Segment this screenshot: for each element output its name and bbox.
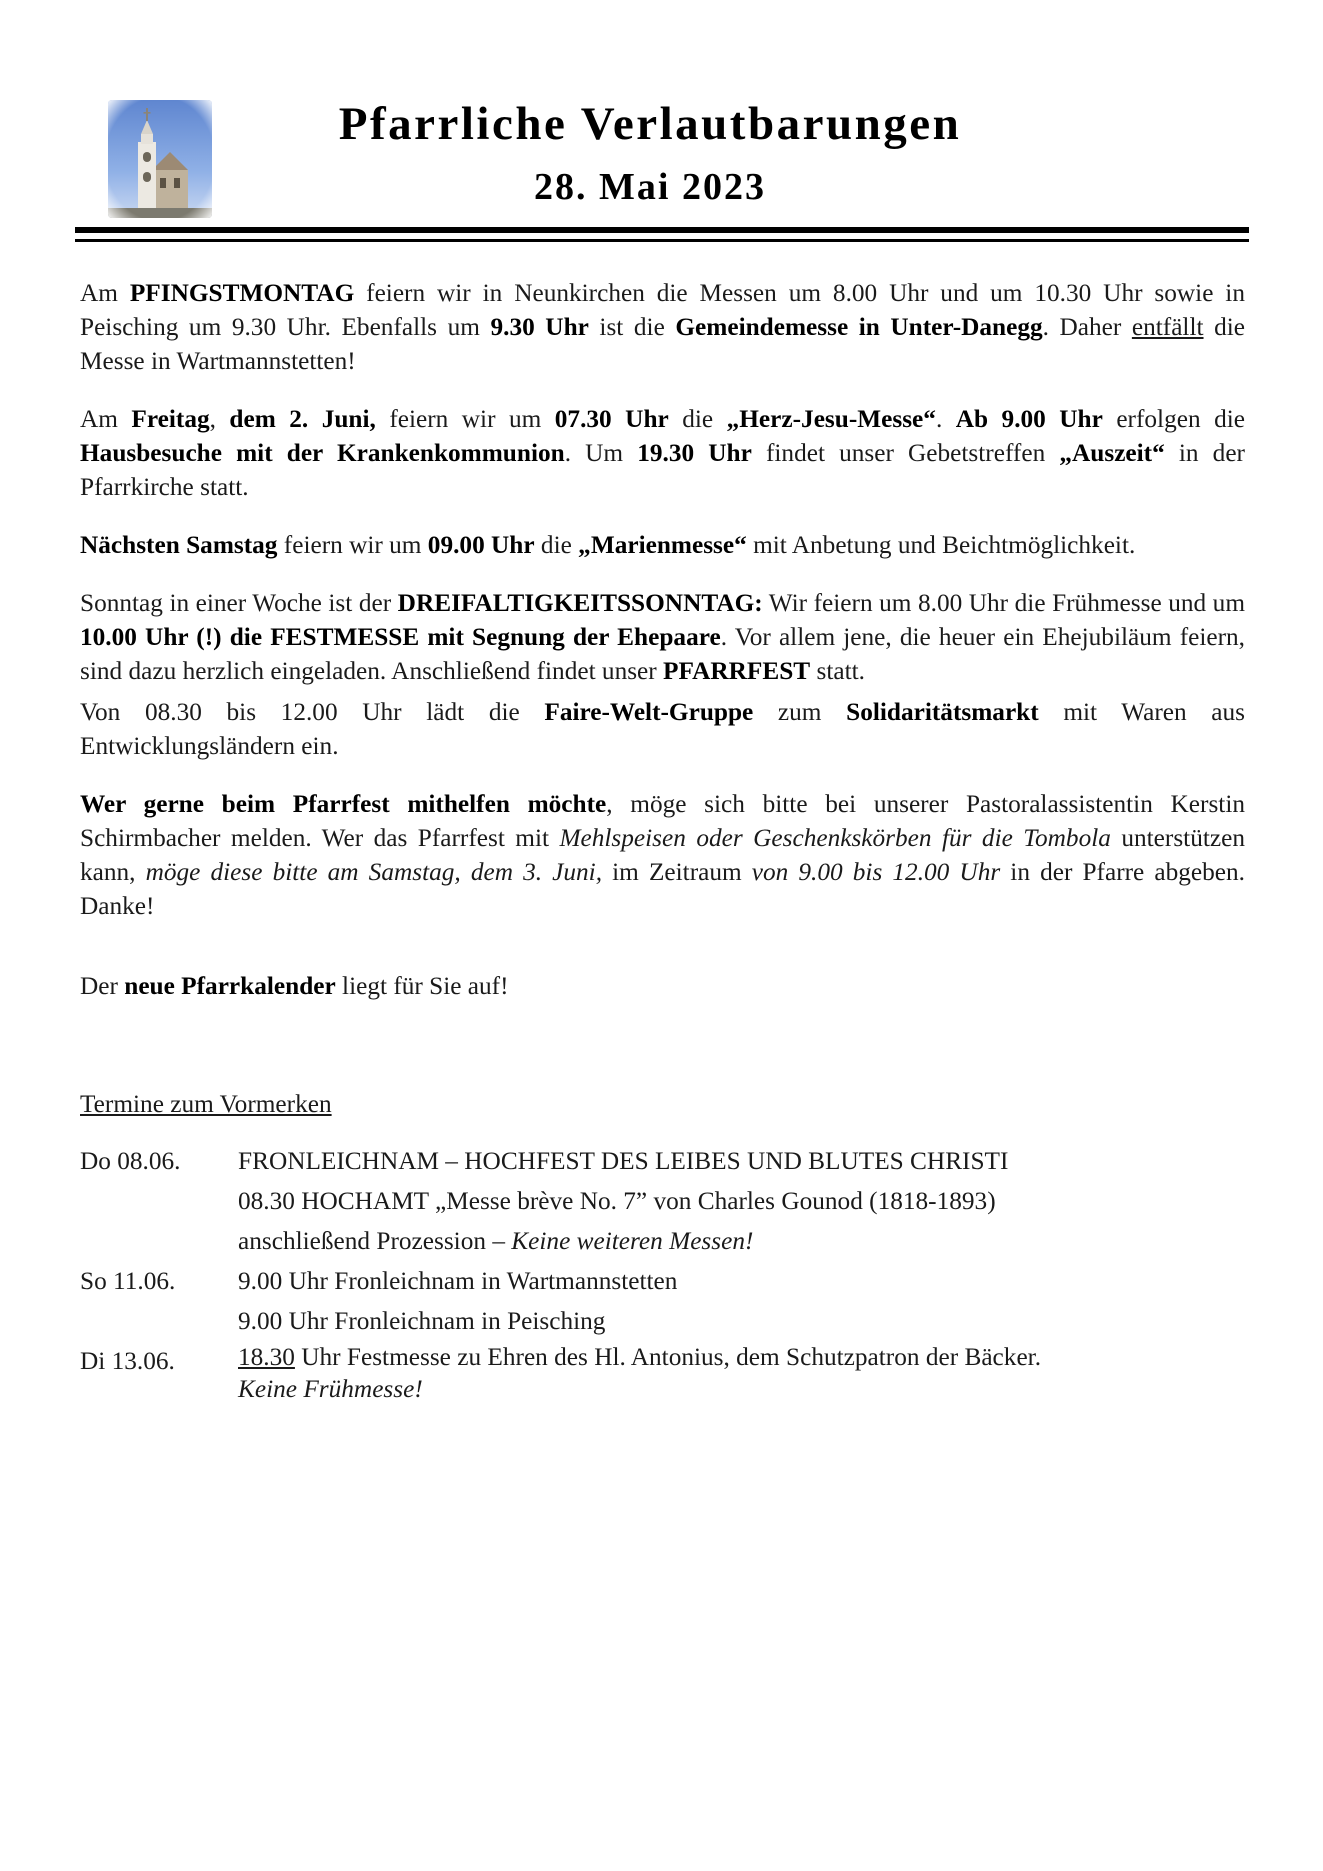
termin-date: Do 08.06. [80,1147,181,1175]
termin-line: 18.30 Uhr Festmesse zu Ehren des Hl. Antonius, dem Schutzpatron der Bäcker. [238,1343,1042,1371]
termin-line: 08.30 HOCHAMT „Messe brève No. 7” von Charles Gounod (1818-1893) [238,1187,996,1215]
termin-date: Di 13.06. [80,1347,175,1375]
termine-list [80,1141,1245,1405]
page-title: Pfarrliche Verlautbarungen [338,98,962,150]
paragraph-dreifaltigkeitssonntag: Sonntag in einer Woche ist der DREIFALTIGKEITSSONNTAG: Wir feiern um 8.00 Uhr die Frühmesse und um 10.00 Uhr (!) die FESTMESSE mit Segnung der Ehepaare. Vor allem jene, die heuer ein Ehejubiläum feiern, sind dazu herzlich eingeladen. Anschließend findet unser PFARRFEST statt. [80,589,1246,685]
termine-heading: Termine zum Vormerken [80,1090,332,1118]
termin-line: 9.00 Uhr Fronleichnam in Peisching [238,1307,606,1335]
church-tower-icon [108,100,212,218]
paragraph-pfingstmontag: Am PFINGSTMONTAG feiern wir in Neunkirchen die Messen um 8.00 Uhr und um 10.30 Uhr sowie in Peisching um 9.30 Uhr. Ebenfalls um 9.30 Uhr ist die Gemeindemesse in Unter-Danegg. Daher entfällt die Messe in Wartmannstetten! [80,279,1245,375]
header-rule-thin [75,239,1249,242]
paragraph-samstag: Nächsten Samstag feiern wir um 09.00 Uhr die „Marienmesse“ mit Anbetung und Beichtmöglichkeit. [80,531,1136,559]
header-rule-thick [75,227,1249,233]
publication-date: 28. Mai 2023 [534,166,766,208]
termin-row [80,1341,1245,1405]
termin-line: 9.00 Uhr Fronleichnam in Wartmannstetten [238,1267,678,1295]
paragraph-pfarrkalender: Der neue Pfarrkalender liegt für Sie auf! [80,972,509,1000]
termin-line: anschließend Prozession – Keine weiteren Messen! [238,1227,754,1255]
paragraph-solidaritaetsmarkt: Von 08.30 bis 12.00 Uhr lädt die Faire-Welt-Gruppe zum Solidaritätsmarkt mit Waren aus Entwicklungsländern ein. [80,698,1245,760]
paragraph-freitag: Am Freitag, dem 2. Juni, feiern wir um 07.30 Uhr die „Herz-Jesu-Messe“. Ab 9.00 Uhr erfolgen die Hausbesuche mit der Krankenkommunion. Um 19.30 Uhr findet unser Gebetstreffen „Auszeit“ in der Pfarrkirche statt. [80,405,1245,501]
termin-date: So 11.06. [80,1267,176,1295]
termin-line: Keine Frühmesse! [238,1375,423,1403]
termin-row [80,1141,1245,1261]
paragraph-pfarrfest-helfer: Wer gerne beim Pfarrfest mithelfen möchte, möge sich bitte bei unserer Pastoralassistentin Kerstin Schirmbacher melden. Wer das Pfarrfest mit Mehlspeisen oder Geschenkskörben für die Tombola unterstützen kann, möge diese bitte am Samstag, dem 3. Juni, im Zeitraum von 9.00 bis 12.00 Uhr in der Pfarre abgeben. Danke! [80,790,1245,920]
termin-line: FRONLEICHNAM – HOCHFEST DES LEIBES UND BLUTES CHRISTI [238,1147,1009,1175]
termin-row [80,1261,1245,1341]
announcements [80,276,1245,1405]
